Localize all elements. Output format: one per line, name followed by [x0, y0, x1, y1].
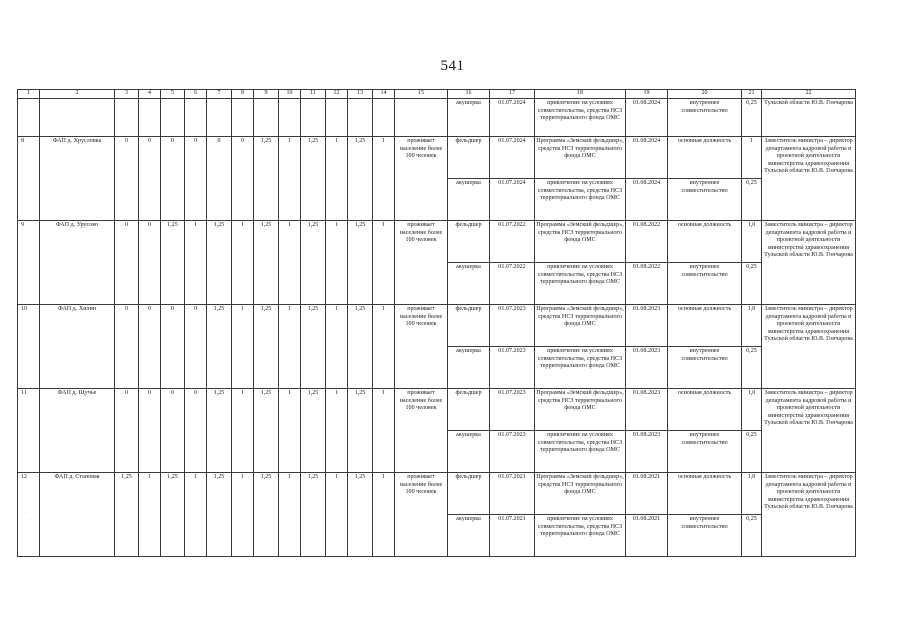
value-cell: 1 — [373, 221, 395, 305]
table-cell — [115, 99, 139, 137]
value-cell: 1,25 — [254, 473, 279, 557]
date-to-cell: 01.08.2023 — [626, 389, 668, 431]
date-from-cell: 01.07.2024 — [490, 137, 535, 179]
date-to-cell: 01.08.2023 — [626, 305, 668, 347]
column-header: 8 — [232, 90, 254, 99]
date-from-cell: 01.07.2024 — [490, 179, 535, 221]
date-from-cell: 01.07.2023 — [490, 431, 535, 473]
value-cell: 0 — [232, 137, 254, 221]
value-cell: 0 — [185, 389, 207, 473]
value-cell: 1,25 — [348, 473, 373, 557]
date-from-cell: 01.07.2021 — [490, 515, 535, 557]
position-cell: фельдшер — [448, 137, 490, 179]
value-cell: 1 — [139, 473, 161, 557]
staffing-table — [17, 89, 856, 557]
source-cell: Программа «Земский фельдшер», средства НСЗ территориального фонда ОМС — [535, 473, 626, 515]
position-cell: фельдшер — [448, 473, 490, 515]
value-cell: 1 — [279, 473, 301, 557]
population-cell: проживает население более 100 человек — [395, 305, 448, 389]
population-cell: проживает население более 100 человек — [395, 137, 448, 221]
value-cell: 1,25 — [348, 389, 373, 473]
table-body — [18, 90, 856, 557]
value-cell: 0 — [139, 221, 161, 305]
table-row — [18, 305, 856, 347]
column-header: 13 — [348, 90, 373, 99]
column-header: 17 — [490, 90, 535, 99]
value-cell: 1,25 — [207, 389, 232, 473]
column-header: 12 — [326, 90, 348, 99]
source-cell: привлечение на условиях совместительства, средства НСЗ территориального фонда ОМС — [535, 179, 626, 221]
row-number: 11 — [18, 389, 40, 473]
value-cell: 1 — [326, 389, 348, 473]
employment-cell: основная должность — [668, 389, 742, 431]
table-cell — [348, 99, 373, 137]
employment-cell: основная должность — [668, 137, 742, 179]
position-cell: акушерка — [448, 263, 490, 305]
table-cell — [373, 99, 395, 137]
population-cell: проживает население более 100 человек — [395, 389, 448, 473]
position-cell: акушерка — [448, 99, 490, 137]
value-cell: 1 — [373, 305, 395, 389]
table-row — [18, 99, 856, 137]
value-cell: 1 — [373, 389, 395, 473]
source-cell: Программа «Земский фельдшер», средства НСЗ территориального фонда ОМС — [535, 221, 626, 263]
rate-cell: 0,25 — [742, 179, 762, 221]
date-to-cell: 01.08.2024 — [626, 179, 668, 221]
page-number: 541 — [440, 58, 465, 74]
value-cell: 0 — [161, 389, 185, 473]
employment-cell: основная должность — [668, 305, 742, 347]
value-cell: 1 — [185, 221, 207, 305]
table-cell — [232, 99, 254, 137]
position-cell: акушерка — [448, 347, 490, 389]
rate-cell: 0,25 — [742, 263, 762, 305]
table-cell — [40, 99, 115, 137]
population-cell: проживает население более 100 человек — [395, 221, 448, 305]
position-cell: акушерка — [448, 515, 490, 557]
source-cell: Программа «Земский фельдшер», средства НСЗ территориального фонда ОМС — [535, 137, 626, 179]
responsible-cell: Заместитель министра – директор департамента кадровой работы и проектной деятельности министерства здравоохранения Тульской области Ю.В. Гончарова — [762, 389, 856, 473]
table-cell — [161, 99, 185, 137]
date-from-cell: 01.07.2021 — [490, 473, 535, 515]
facility-name: ФАП д. Щучье — [40, 389, 115, 473]
column-header: 16 — [448, 90, 490, 99]
population-cell: проживает население более 100 человек — [395, 473, 448, 557]
date-from-cell: 01.07.2022 — [490, 263, 535, 305]
responsible-cell: Заместитель министра – директор департамента кадровой работы и проектной деятельности министерства здравоохранения Тульской области Ю.В. Гончарова — [762, 305, 856, 389]
row-number: 8 — [18, 137, 40, 221]
rate-cell: 0,25 — [742, 99, 762, 137]
column-header: 2 — [40, 90, 115, 99]
value-cell: 0 — [115, 221, 139, 305]
column-header: 7 — [207, 90, 232, 99]
employment-cell: внутреннее совместительство — [668, 347, 742, 389]
row-number: 9 — [18, 221, 40, 305]
table-cell — [301, 99, 326, 137]
rate-cell: 0,25 — [742, 431, 762, 473]
table-cell — [185, 99, 207, 137]
value-cell: 1,25 — [348, 221, 373, 305]
value-cell: 1 — [326, 305, 348, 389]
employment-cell: внутреннее совместительство — [668, 515, 742, 557]
value-cell: 1,25 — [301, 389, 326, 473]
value-cell: 1,25 — [301, 221, 326, 305]
date-to-cell: 01.08.2024 — [626, 99, 668, 137]
source-cell: Программа «Земский фельдшер», средства НСЗ территориального фонда ОМС — [535, 305, 626, 347]
column-number-header — [18, 90, 856, 99]
value-cell: 1,25 — [207, 221, 232, 305]
table-cell — [326, 99, 348, 137]
responsible-cell: Заместитель министра – директор департамента кадровой работы и проектной деятельности министерства здравоохранения Тульской области Ю.В. Гончарова — [762, 221, 856, 305]
employment-cell: основная должность — [668, 473, 742, 515]
facility-name: ФАП д. Хрусловка — [40, 137, 115, 221]
value-cell: 0 — [139, 389, 161, 473]
date-to-cell: 01.08.2022 — [626, 263, 668, 305]
responsible-cell: Тульской области Ю.В. Гончарова — [762, 99, 856, 137]
value-cell: 0 — [185, 305, 207, 389]
value-cell: 1 — [279, 137, 301, 221]
column-header: 11 — [301, 90, 326, 99]
value-cell: 1 — [279, 221, 301, 305]
table-row — [18, 137, 856, 179]
responsible-cell: Заместитель министра – директор департамента кадровой работы и проектной деятельности министерства здравоохранения Тульской области Ю.В. Гончарова — [762, 137, 856, 221]
value-cell: 1,25 — [207, 473, 232, 557]
column-header: 19 — [626, 90, 668, 99]
value-cell: 1,25 — [161, 221, 185, 305]
value-cell: 0 — [115, 137, 139, 221]
date-to-cell: 01.08.2021 — [626, 515, 668, 557]
employment-cell: внутреннее совместительство — [668, 99, 742, 137]
column-header: 10 — [279, 90, 301, 99]
date-from-cell: 01.07.2024 — [490, 99, 535, 137]
source-cell: привлечение на условиях совместительства, средства НСЗ территориального фонда ОМС — [535, 515, 626, 557]
rate-cell: 1,0 — [742, 389, 762, 431]
column-header: 21 — [742, 90, 762, 99]
value-cell: 1 — [232, 305, 254, 389]
value-cell: 1,25 — [254, 305, 279, 389]
value-cell: 0 — [161, 305, 185, 389]
table-cell — [254, 99, 279, 137]
value-cell: 0 — [207, 137, 232, 221]
position-cell: акушерка — [448, 431, 490, 473]
rate-cell: 1,0 — [742, 221, 762, 263]
source-cell: Программа «Земский фельдшер», средства НСЗ территориального фонда ОМС — [535, 389, 626, 431]
table-row — [18, 221, 856, 263]
employment-cell: основная должность — [668, 221, 742, 263]
position-cell: фельдшер — [448, 389, 490, 431]
value-cell: 1 — [232, 221, 254, 305]
source-cell: привлечение на условиях совместительства, средства НСЗ территориального фонда ОМС — [535, 347, 626, 389]
date-from-cell: 01.07.2022 — [490, 221, 535, 263]
value-cell: 1 — [373, 473, 395, 557]
date-to-cell: 01.08.2024 — [626, 137, 668, 179]
table-cell — [207, 99, 232, 137]
value-cell: 1 — [185, 473, 207, 557]
table-row — [18, 473, 856, 515]
column-header: 9 — [254, 90, 279, 99]
value-cell: 0 — [115, 305, 139, 389]
responsible-cell: Заместитель министра – директор департамента кадровой работы и проектной деятельности министерства здравоохранения Тульской области Ю.В. Гончарова — [762, 473, 856, 557]
value-cell: 0 — [185, 137, 207, 221]
value-cell: 1,25 — [115, 473, 139, 557]
value-cell: 1,25 — [348, 305, 373, 389]
facility-name: ФАП д. Становая — [40, 473, 115, 557]
date-to-cell: 01.08.2021 — [626, 473, 668, 515]
column-header: 20 — [668, 90, 742, 99]
column-header: 14 — [373, 90, 395, 99]
value-cell: 1 — [326, 137, 348, 221]
value-cell: 1 — [326, 221, 348, 305]
value-cell: 1 — [279, 389, 301, 473]
employment-cell: внутреннее совместительство — [668, 431, 742, 473]
table-cell — [139, 99, 161, 137]
date-from-cell: 01.07.2023 — [490, 305, 535, 347]
rate-cell: 1 — [742, 137, 762, 179]
column-header: 5 — [161, 90, 185, 99]
facility-name: ФАП д. Урусово — [40, 221, 115, 305]
value-cell: 1,25 — [301, 473, 326, 557]
employment-cell: внутреннее совместительство — [668, 263, 742, 305]
date-to-cell: 01.08.2022 — [626, 221, 668, 263]
rate-cell: 1,0 — [742, 473, 762, 515]
employment-cell: внутреннее совместительство — [668, 179, 742, 221]
value-cell: 0 — [139, 305, 161, 389]
position-cell: акушерка — [448, 179, 490, 221]
date-from-cell: 01.07.2023 — [490, 347, 535, 389]
value-cell: 1 — [279, 305, 301, 389]
column-header: 1 — [18, 90, 40, 99]
value-cell: 1,25 — [301, 305, 326, 389]
facility-name: ФАП д. Хилин — [40, 305, 115, 389]
value-cell: 0 — [161, 137, 185, 221]
value-cell: 1,25 — [207, 305, 232, 389]
row-number: 12 — [18, 473, 40, 557]
column-header: 18 — [535, 90, 626, 99]
row-number: 10 — [18, 305, 40, 389]
rate-cell: 0,25 — [742, 347, 762, 389]
table-row — [18, 389, 856, 431]
column-header: 3 — [115, 90, 139, 99]
table-cell — [279, 99, 301, 137]
table-cell — [18, 99, 40, 137]
value-cell: 0 — [139, 137, 161, 221]
value-cell: 1,25 — [254, 137, 279, 221]
source-cell: привлечение на условиях совместительства, средства НСЗ территориального фонда ОМС — [535, 99, 626, 137]
column-header: 15 — [395, 90, 448, 99]
value-cell: 1,25 — [161, 473, 185, 557]
column-header: 22 — [762, 90, 856, 99]
value-cell: 1 — [232, 389, 254, 473]
table-cell — [395, 99, 448, 137]
date-from-cell: 01.07.2023 — [490, 389, 535, 431]
source-cell: привлечение на условиях совместительства, средства НСЗ территориального фонда ОМС — [535, 263, 626, 305]
value-cell: 1 — [232, 473, 254, 557]
value-cell: 1,25 — [254, 221, 279, 305]
value-cell: 1,25 — [348, 137, 373, 221]
source-cell: привлечение на условиях совместительства, средства НСЗ территориального фонда ОМС — [535, 431, 626, 473]
column-header: 6 — [185, 90, 207, 99]
value-cell: 0 — [115, 389, 139, 473]
date-to-cell: 01.08.2023 — [626, 347, 668, 389]
value-cell: 1,25 — [254, 389, 279, 473]
value-cell: 1 — [326, 473, 348, 557]
column-header: 4 — [139, 90, 161, 99]
rate-cell: 1,0 — [742, 305, 762, 347]
position-cell: фельдшер — [448, 221, 490, 263]
date-to-cell: 01.08.2023 — [626, 431, 668, 473]
value-cell: 1,25 — [301, 137, 326, 221]
value-cell: 1 — [373, 137, 395, 221]
rate-cell: 0,25 — [742, 515, 762, 557]
position-cell: фельдшер — [448, 305, 490, 347]
